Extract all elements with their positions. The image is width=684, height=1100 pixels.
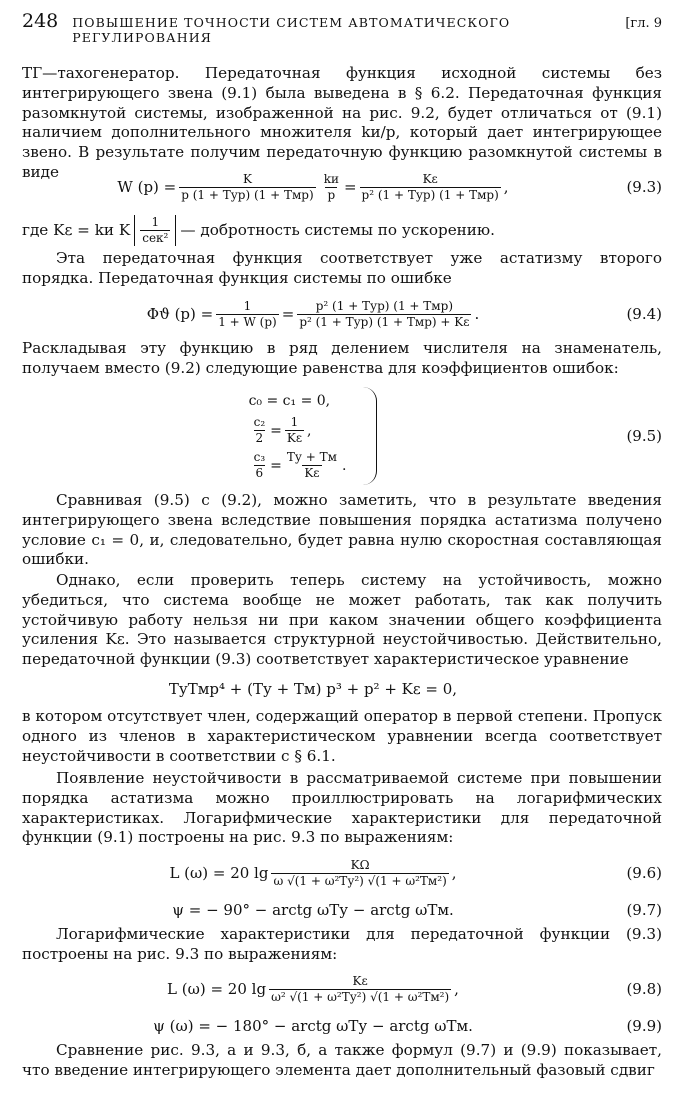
equation-9-9: ψ (ω) = − 180° − arctg ωTу − arctg ωTм. (9.9) [153,1017,662,1035]
equation-system: c₀ = c₁ = 0, $\frac{\text{c₂}}{2}$ = $\frac{1}{K\varepsilon}$ , $\frac{\text{c₃}}{6}$ = $\frac{Tу + Tм}{K\varepsilon}$ . [249,387,378,485]
characteristic-equation: TуTмp⁴ + (Tу + Tм) p³ + p² + Kε = 0, [168,680,458,698]
equation-9-8: L (ω) = 20 lg $\frac{K\varepsilon}{\text{ω² √(1 + ω²Tу²) √(1 + ω²Tм²)}}$ , (9.8) [167,973,662,1004]
paragraph-8: Логарифмические характеристики для передаточной функции (9.3) построены на рис. 9.3 по выражениям: [22,925,662,963]
fraction: $\frac{\text{p² (1 + Tуp) (1 + Tмp)}}{\text{p² (1 + Tуp) (1 + Tмp) + Kε}}$ [299,298,470,329]
equation-9-4: Φϑ (p) = $\frac{1}{1 + W (p)}$ = $\frac{\text{p² (1 + Tуp) (1 + Tмp)}}{\text{p² (1 + Tуp) (1 + Tмp) + Kε}}$ . (9.4) [146,298,662,329]
running-header [22,10,662,45]
paragraph-5: Однако, если проверить теперь систему на устойчивость, можно убедиться, что система вообще не может работать, так как получить устойчивую работу нельзя ни при каком значении общего коэффициента усиления Kε. Это называется структурной неустойчивостью. Действительно, передаточной функции (9.3) соответствует характеристическое уравнение [22,571,662,669]
equation-number: (9.9) [626,1017,662,1035]
paragraph-3: Раскладывая эту функцию в ряд делением числителя на знаменатель, получаем вместо (9.2) следующие равенства для коэффициентов ошибок: [22,339,662,377]
running-title: ПОВЫШЕНИЕ ТОЧНОСТИ СИСТЕМ АВТОМАТИЧЕСКОГО РЕГУЛИРОВАНИЯ [72,15,511,45]
equation-9-7: ψ = − 90° − arctg ωTу − arctg ωTм. (9.7) [172,901,662,919]
paragraph-7: Появление неустойчивости в рассматриваемой системе при повышении порядка астатизма можно проиллюстрировать на логарифмических характеристиках. Логарифмические характеристики для передаточной функции (9.1) построены на рис. 9.3 по выражениям: [22,769,662,847]
equation-9-5 [22,381,662,491]
equation-number: (9.3) [626,178,662,196]
paragraph-1: ТГ—тахогенератор. Передаточная функция исходной системы без интегрирующего звена (9.1) была выведена в § 6.2. Передаточная функция разомкнутой системы, изображенной на рис. 9.2, будет отличаться от (9.1) наличием дополнительного множителя kи/p, который дает интегрирующее звено. В результате получим передаточную функцию разомкнутой системы в виде [22,64,662,181]
equation-number: (9.6) [626,864,662,882]
fraction: $\frac{K\varepsilon}{\text{p² (1 + Tуp) (1 + Tмp)}}$ [361,171,499,202]
equation-number: (9.8) [626,980,662,998]
equation-number: (9.4) [626,305,662,323]
paragraph-4: Сравнивая (9.5) с (9.2), можно заметить, что в результате введения интегрирующего звена вследствие повышения порядка астатизма получено условие c₁ = 0, и, следовательно, будет равна нулю скоростная составляющая ошибки. [22,491,662,569]
where-line: где Kε = kи K $\frac{1}{\text{сек²}}$ — добротность системы по ускорению. [22,214,495,245]
equation-number: (9.7) [626,901,662,919]
fraction: $\frac{kи}{p}$ [323,171,339,202]
equation-9-6: L (ω) = 20 lg $\frac{K\Omega}{\text{ω √(1 + ω²Tу²) √(1 + ω²Tм²)}}$ , (9.6) [169,857,662,888]
fraction: $\frac{K}{\text{p (1 + Tуp) (1 + Tмp)}}$ [181,171,314,202]
equation-number: (9.5) [626,427,662,445]
equation-9-3: W (p) = $\frac{K}{\text{p (1 + Tуp) (1 + Tмp)}}$ $\frac{kи}{p}$ = $\frac{K\varepsilon}{\text{p² (1 + Tуp) (1 + Tмp)}}$ , (9.3) [117,171,662,202]
chapter-ref: [гл. 9 [625,16,662,31]
paragraph-6: в котором отсутствует член, содержащий оператор в первой степени. Пропуск одного из членов в характеристическом уравнении всегда соответствует неустойчивости в соответствии с § 6.1. [22,707,662,765]
paragraph-9: Сравнение рис. 9.3, а и 9.3, б, а также формул (9.7) и (9.9) показывает, что введение интегрирующего элемента дает дополнительный фазовый сдвиг [22,1041,662,1079]
page-number: 248 [22,10,59,32]
paragraph-2: Эта передаточная функция соответствует уже астатизму второго порядка. Передаточная функция системы по ошибке [22,249,662,287]
fraction: $\frac{1}{1 + W (p)}$ [218,298,277,329]
